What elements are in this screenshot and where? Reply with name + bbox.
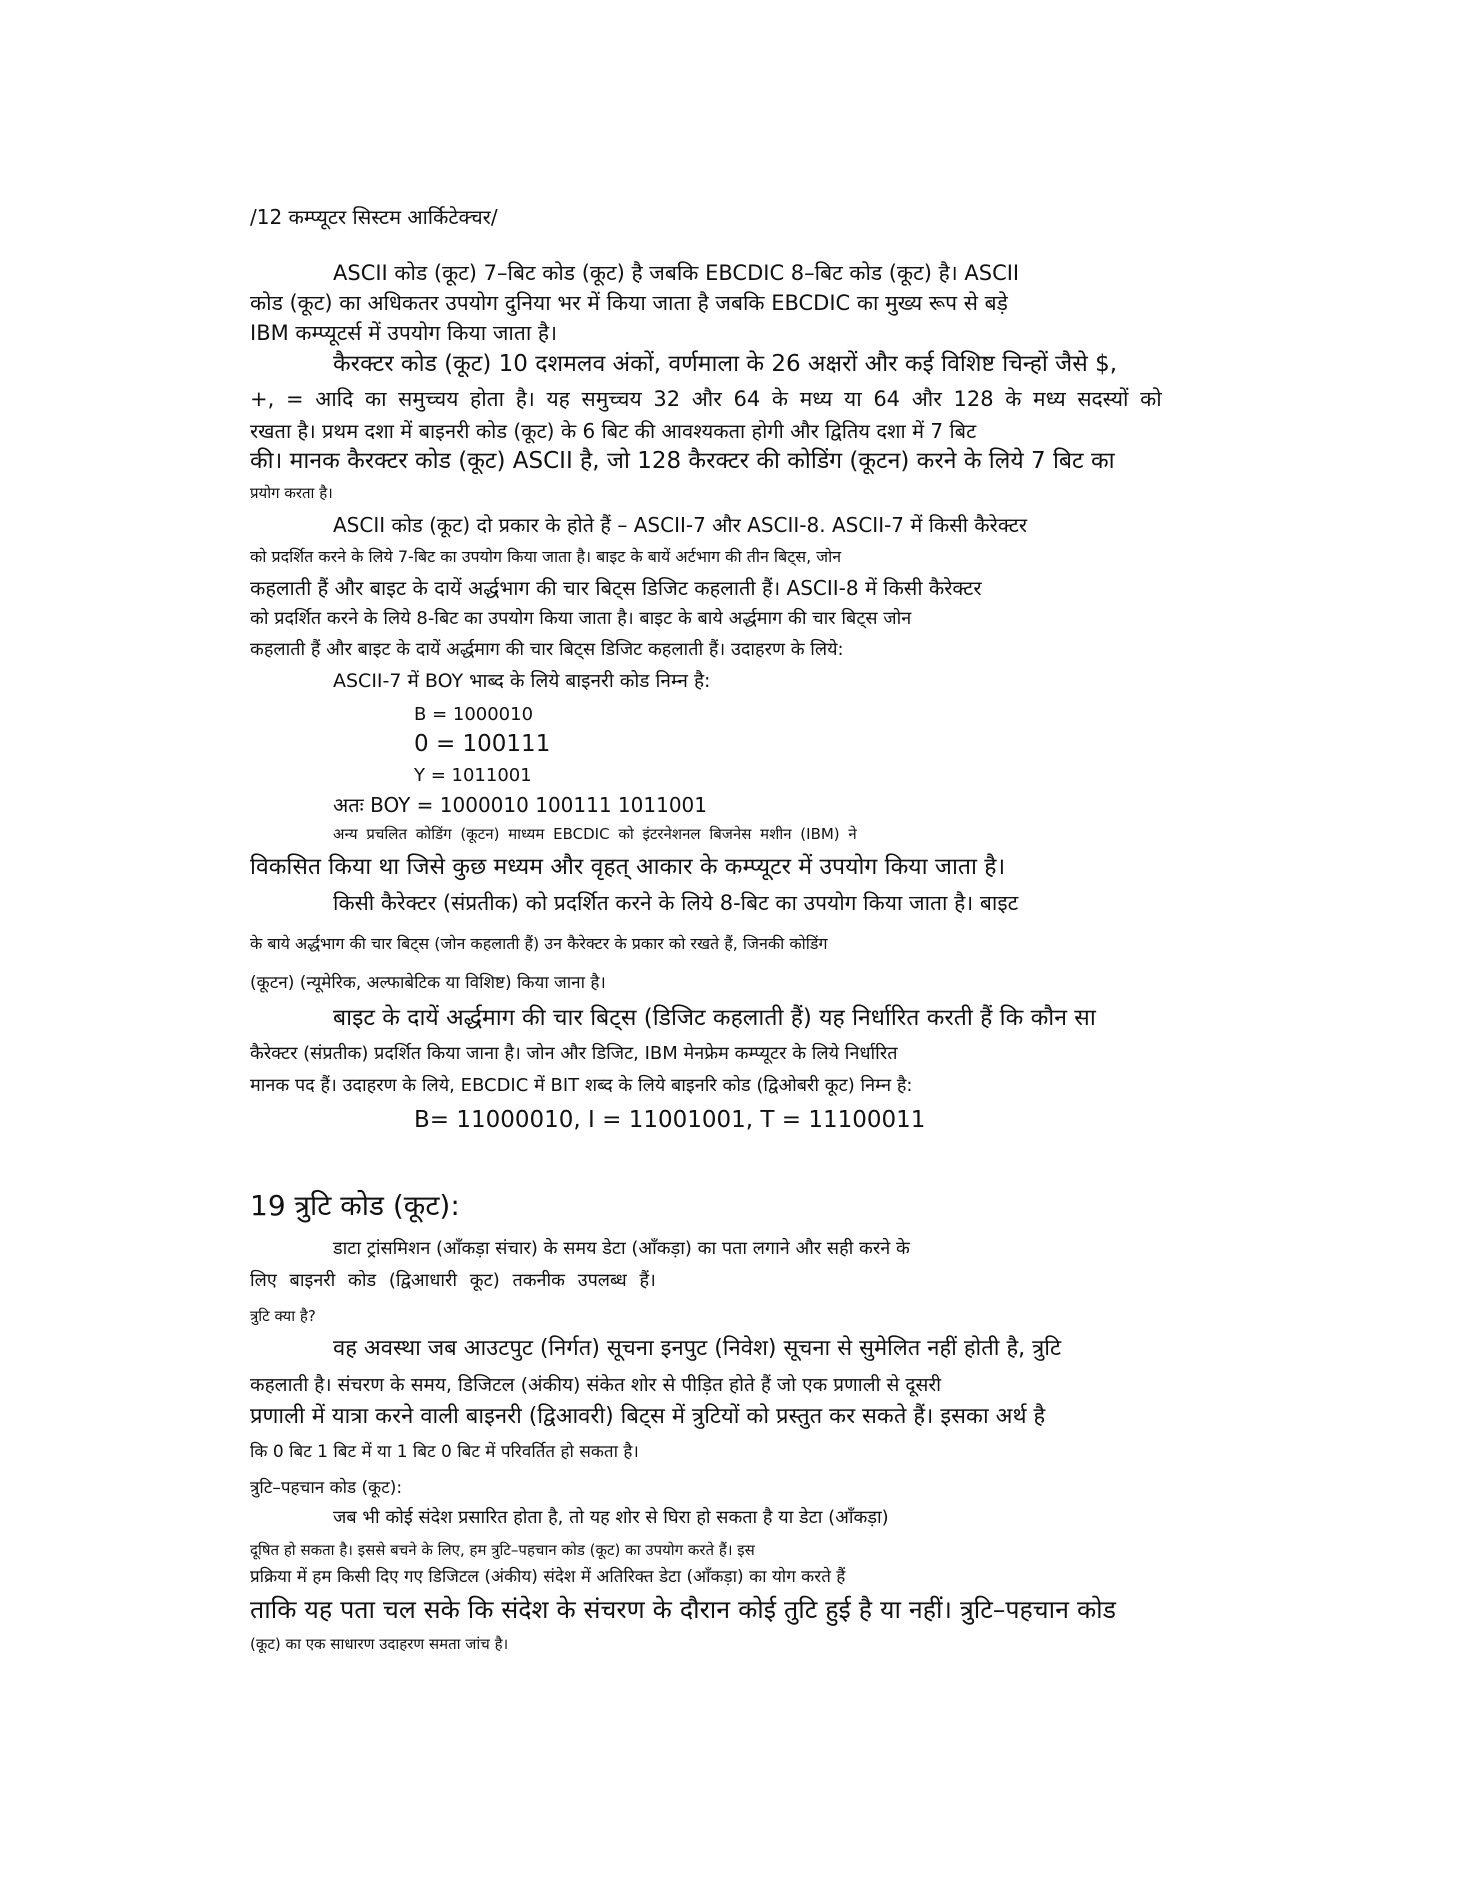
code-line: Y = 1011001 — [414, 765, 532, 786]
body-line: मानक पद हैं। उदाहरण के लिये, EBCDIC में BIT शब्द के लिये बाइनरि कोड (द्विओबरी कूट) निम्न है: — [250, 1075, 913, 1096]
running-header: /12 कम्प्यूटर सिस्टम आर्किटेक्चर/ — [250, 205, 498, 229]
body-line: कहलाती हैं और बाइट के दायें अर्द्धभाग की चार बिट्स डिजिट कहलाती हैं। ASCII-8 में किसी कैरेक्टर — [250, 576, 982, 600]
body-line: (कूटन) (न्यूमेरिक, अल्फाबेटिक या विशिष्ट) किया जाना है। — [250, 973, 606, 993]
body-line: लिए बाइनरी कोड (द्विआधारी कूट) तकनीक उपलब्ध हैं। — [250, 1270, 656, 1291]
body-line: के बाये अर्द्धभाग की चार बिट्स (जोन कहलाती हैं) उन कैरेक्टर के प्रकार को रखते हैं, जिनकी कोडिंग — [250, 934, 828, 953]
question-label: त्रुटि क्या है? — [250, 1307, 316, 1325]
section-heading: 19 त्रुटि कोड (कूट): — [250, 1189, 460, 1222]
body-line: रखता है। प्रथम दशा में बाइनरी कोड (कूट) के 6 बिट की आवश्यकता होगी और द्वितिय दशा में 7 बिट — [250, 419, 977, 443]
code-line: अतः BOY = 1000010 100111 1011001 — [333, 793, 707, 817]
body-line: वह अवस्था जब आउटपुट (निर्गत) सूचना इनपुट (निवेश) सूचना से सुमेलित नहीं होती है, त्रुटि — [333, 1336, 1062, 1361]
body-line: को प्रदर्शित करने के लिये 7-बिट का उपयोग किया जाता है। बाइट के बायें अर्टभाग की तीन बिट्स, जोन — [250, 547, 842, 566]
body-line: की। मानक कैरक्टर कोड (कूट) ASCII है, जो 128 कैरक्टर की कोडिंग (कूटन) करने के लिये 7 बिट का — [250, 448, 1115, 474]
body-line: कि 0 बिट 1 बिट में या 1 बिट 0 बिट में परिवर्तित हो सकता है। — [250, 1442, 639, 1462]
body-line: कैरक्टर कोड (कूट) 10 दशमलव अंकों, वर्णमाला के 26 अक्षरों और कई विशिष्ट चिन्हों जैसे $, — [333, 351, 1118, 377]
sub-heading: त्रुटि–पहचान कोड (कूट): — [250, 1478, 403, 1498]
body-line: प्रणाली में यात्रा करने वाली बाइनरी (द्विआवरी) बिट्स में त्रुटियों को प्रस्तुत कर सकते हैं। इसका अर्थ है — [250, 1404, 1046, 1429]
code-line: B= 11000010, I = 11001001, T = 11100011 — [414, 1107, 926, 1133]
body-line: कहलाती है। संचरण के समय, डिजिटल (अंकीय) संकेत शोर से पीड़ित होते हैं जो एक प्रणाली से दूसरी — [250, 1374, 942, 1396]
body-line: किसी कैरेक्टर (संप्रतीक) को प्रदर्शित करने के लिये 8-बिट का उपयोग किया जाता है। बाइट — [333, 891, 1019, 915]
body-line: +, = आदि का समुच्चय होता है। यह समुच्चय 32 और 64 के मध्य या 64 और 128 के मध्य सदस्यों को — [250, 387, 1162, 411]
body-line: ASCII-7 में BOY भाब्द के लिये बाइनरी कोड निम्न है: — [333, 670, 711, 692]
body-line: जब भी कोई संदेश प्रसारित होता है, तो यह शोर से घिरा हो सकता है या डेटा (आँकड़ा) — [333, 1507, 889, 1528]
code-line: B = 1000010 — [414, 704, 534, 725]
body-line: ASCII कोड (कूट) दो प्रकार के होते हैं – ASCII-7 और ASCII-8. ASCII-7 में किसी कैरेक्टर — [333, 513, 1028, 537]
body-line: कहलाती हैं और बाइट के दायें अर्द्धमाग की चार बिट्स डिजिट कहलाती हैं। उदाहरण के लिये: — [250, 639, 844, 660]
body-line: कोड (कूट) का अधिकतर उपयोग दुनिया भर में किया जाता है जबकि EBCDIC का मुख्य रूप से बड़े — [250, 291, 1008, 315]
code-line: 0 = 100111 — [414, 731, 551, 757]
body-line: बाइट के दायें अर्द्धमाग की चार बिट्स (डिजिट कहलाती हैं) यह निर्धारित करती हैं कि कौन सा — [333, 1005, 1096, 1031]
body-line: प्रयोग करता है। — [250, 484, 333, 502]
body-line: डाटा ट्रांसमिशन (आँकड़ा संचार) के समय डेटा (आँकड़ा) का पता लगाने और सही करने के — [333, 1238, 910, 1259]
body-line: (कूट) का एक साधारण उदाहरण समता जांच है। — [250, 1635, 509, 1653]
body-line: ताकि यह पता चल सके कि संदेश के संचरण के दौरान कोई तुटि हुई है या नहीं। त्रुटि–पहचान कोड — [250, 1595, 1117, 1624]
body-line: प्रक्रिया में हम किसी दिए गए डिजिटल (अंकीय) संदेश में अतिरिक्त डेटा (आँकड़ा) का योग करते हैं — [250, 1567, 846, 1587]
body-line: को प्रदर्शित करने के लिये 8-बिट का उपयोग किया जाता है। बाइट के बाये अर्द्धमाग की चार बिट्स जोन — [250, 608, 912, 629]
body-line: ASCII कोड (कूट) 7–बिट कोड (कूट) है जबकि EBCDIC 8–बिट कोड (कूट) है। ASCII — [333, 261, 1020, 285]
body-line: अन्य प्रचलित कोडिंग (कूटन) माध्यम EBCDIC को इंटरनेशनल बिजनेस मशीन (IBM) ने — [333, 825, 857, 843]
body-line: दूषित हो सकता है। इससे बचने के लिए, हम त्रुटि–पहचान कोड (कूट) का उपयोग करते हैं। इस — [250, 1541, 755, 1559]
body-line: कैरेक्टर (संप्रतीक) प्रदर्शित किया जाना है। जोन और डिजिट, IBM मेनफ्रेम कम्प्यूटर के लिये निर्धारित — [250, 1043, 898, 1064]
body-line: IBM कम्प्यूटर्स में उपयोग किया जाता है। — [250, 321, 558, 345]
body-line: विकसित किया था जिसे कुछ मध्यम और वृहत् आकार के कम्प्यूटर में उपयोग किया जाता है। — [250, 854, 1006, 880]
